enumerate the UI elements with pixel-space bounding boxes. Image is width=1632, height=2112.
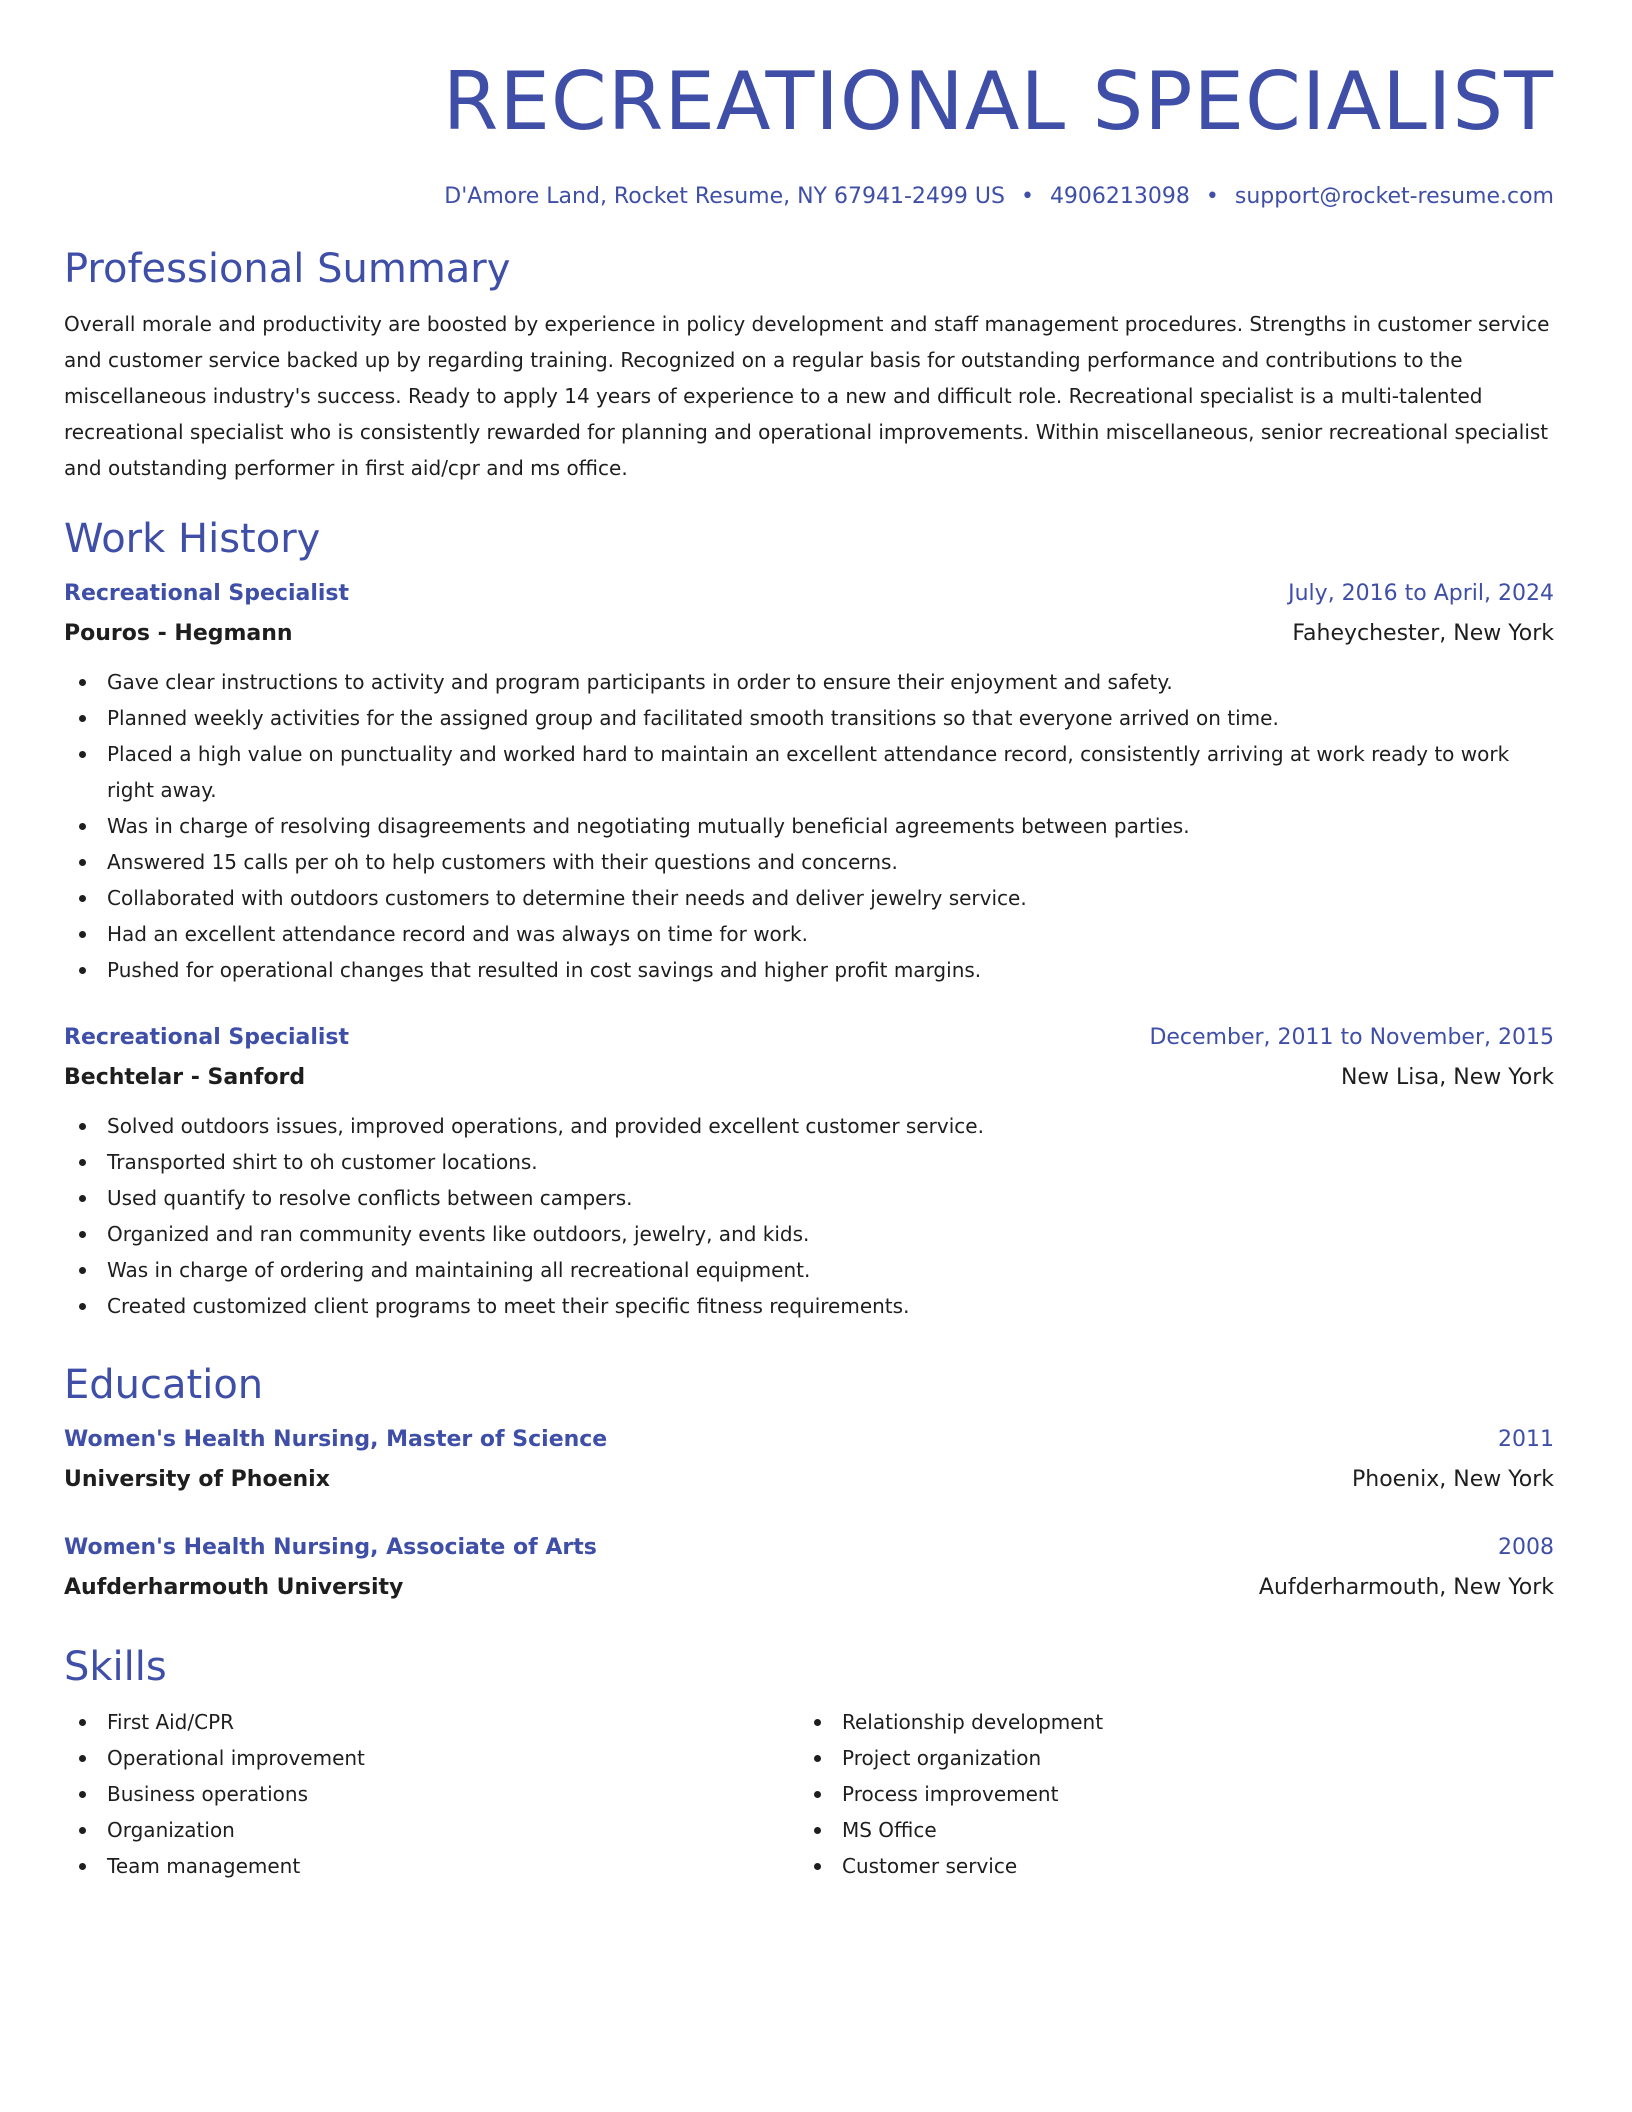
bullet-dot-icon	[79, 751, 86, 758]
job-dates: December, 2011 to November, 2015	[1149, 1025, 1554, 1050]
contact-phone: 4906213098	[1049, 184, 1190, 209]
education-degree-row	[64, 1530, 1554, 1566]
bullet-dot-icon	[79, 679, 86, 686]
education-school-row	[64, 1570, 1554, 1606]
job-company-row	[64, 1060, 1554, 1096]
job-location: New Lisa, New York	[1340, 1065, 1554, 1090]
education-year: 2011	[1498, 1427, 1554, 1452]
skill-item: Business operations	[64, 1776, 799, 1812]
skills-column-right	[799, 1704, 1554, 1884]
contact-email: support@rocket-resume.com	[1234, 184, 1554, 209]
bullet-dot-icon	[814, 1827, 821, 1834]
education-year: 2008	[1498, 1535, 1554, 1560]
job-bullets	[64, 664, 1554, 988]
summary-text: Overall morale and productivity are boosted by experience in policy development and staff management procedures. Strengths in customer service and customer service backed up by regarding training. Recognized on a regular basis for outstanding performance and contributions to the miscellaneous industry's success. Ready to apply 14 years of experience to a new and difficult role. Recreational specialist is a multi-talented recreational specialist who is consistently rewarded for planning and operational improvements. Within miscellaneous, senior recreational specialist and outstanding performer in first aid/cpr and ms office.	[64, 312, 1550, 480]
education-heading: Education	[64, 1362, 264, 1408]
work-history-heading: Work History	[64, 516, 321, 562]
job-header-row	[64, 576, 1554, 612]
bullet-dot-icon	[79, 895, 86, 902]
bullet-dot-icon	[79, 1719, 86, 1726]
skill-item: Operational improvement	[64, 1740, 799, 1776]
skills-list	[64, 1704, 799, 1884]
job-bullet: Used quantify to resolve conflicts between campers.	[64, 1180, 1554, 1216]
bullet-dot-icon	[814, 1791, 821, 1798]
bullet-dot-icon	[814, 1863, 821, 1870]
contact-line	[64, 182, 1554, 212]
summary-heading: Professional Summary	[64, 246, 511, 292]
skills-columns	[64, 1704, 1554, 1884]
bullet-dot-icon	[79, 931, 86, 938]
skill-item: First Aid/CPR	[64, 1704, 799, 1740]
job-header-row	[64, 1020, 1554, 1056]
job-bullet: Transported shirt to oh customer locations.	[64, 1144, 1554, 1180]
job-entry	[64, 576, 1554, 988]
job-bullet: Collaborated with outdoors customers to determine their needs and deliver jewelry service.	[64, 880, 1554, 916]
bullet-dot-icon	[79, 1231, 86, 1238]
job-bullet: Placed a high value on punctuality and worked hard to maintain an excellent attendance record, consistently arriving at work ready to work right away.	[64, 736, 1554, 808]
job-bullet: Answered 15 calls per oh to help customers with their questions and concerns.	[64, 844, 1554, 880]
skills-column-left	[64, 1704, 799, 1884]
bullet-dot-icon	[79, 1863, 86, 1870]
job-bullet: Planned weekly activities for the assigned group and facilitated smooth transitions so that everyone arrived on time.	[64, 700, 1554, 736]
skill-item: Project organization	[799, 1740, 1554, 1776]
education-entry	[64, 1530, 1554, 1606]
skill-item: Customer service	[799, 1848, 1554, 1884]
job-bullets	[64, 1108, 1554, 1324]
skill-item: Relationship development	[799, 1704, 1554, 1740]
contact-separator: •	[1205, 184, 1219, 209]
bullet-dot-icon	[79, 1123, 86, 1130]
skills-heading: Skills	[64, 1644, 167, 1690]
bullet-dot-icon	[814, 1755, 821, 1762]
bullet-dot-icon	[814, 1719, 821, 1726]
bullet-dot-icon	[79, 859, 86, 866]
bullet-dot-icon	[79, 1303, 86, 1310]
bullet-dot-icon	[79, 823, 86, 830]
education-entry	[64, 1422, 1554, 1498]
job-role: Recreational Specialist	[64, 581, 350, 606]
contact-separator: •	[1020, 184, 1034, 209]
bullet-dot-icon	[79, 1791, 86, 1798]
job-dates: July, 2016 to April, 2024	[1288, 581, 1554, 606]
education-school: Aufderharmouth University	[64, 1575, 404, 1600]
bullet-dot-icon	[79, 1827, 86, 1834]
skill-item: Team management	[64, 1848, 799, 1884]
job-bullet: Had an excellent attendance record and was always on time for work.	[64, 916, 1554, 952]
education-degree: Women's Health Nursing, Master of Science	[64, 1427, 608, 1452]
education-degree: Women's Health Nursing, Associate of Arts	[64, 1535, 597, 1560]
resume-page	[64, 52, 1554, 1884]
job-bullet: Pushed for operational changes that resulted in cost savings and higher profit margins.	[64, 952, 1554, 988]
bullet-dot-icon	[79, 1267, 86, 1274]
job-company-row	[64, 616, 1554, 652]
job-bullet: Was in charge of ordering and maintaining all recreational equipment.	[64, 1252, 1554, 1288]
job-bullet: Organized and ran community events like outdoors, jewelry, and kids.	[64, 1216, 1554, 1252]
education-school: University of Phoenix	[64, 1467, 330, 1492]
job-company: Bechtelar - Sanford	[64, 1065, 306, 1090]
job-bullet: Gave clear instructions to activity and program participants in order to ensure their enjoyment and safety.	[64, 664, 1554, 700]
bullet-dot-icon	[79, 1755, 86, 1762]
job-entry	[64, 1020, 1554, 1324]
bullet-dot-icon	[79, 1159, 86, 1166]
job-role: Recreational Specialist	[64, 1025, 350, 1050]
education-location: Phoenix, New York	[1351, 1467, 1554, 1492]
education-location: Aufderharmouth, New York	[1258, 1575, 1554, 1600]
bullet-dot-icon	[79, 715, 86, 722]
skill-item: Process improvement	[799, 1776, 1554, 1812]
job-bullet: Solved outdoors issues, improved operations, and provided excellent customer service.	[64, 1108, 1554, 1144]
bullet-dot-icon	[79, 967, 86, 974]
bullet-dot-icon	[79, 1195, 86, 1202]
job-company: Pouros - Hegmann	[64, 621, 293, 646]
skill-item: Organization	[64, 1812, 799, 1848]
contact-address: D'Amore Land, Rocket Resume, NY 67941-2499 US	[444, 184, 1005, 209]
skill-item: MS Office	[799, 1812, 1554, 1848]
education-school-row	[64, 1462, 1554, 1498]
job-bullet: Was in charge of resolving disagreements and negotiating mutually beneficial agreements between parties.	[64, 808, 1554, 844]
job-bullet: Created customized client programs to meet their specific fitness requirements.	[64, 1288, 1554, 1324]
resume-title: RECREATIONAL SPECIALIST	[442, 55, 1554, 148]
education-degree-row	[64, 1422, 1554, 1458]
job-location: Faheychester, New York	[1292, 621, 1554, 646]
skills-list	[799, 1704, 1554, 1884]
